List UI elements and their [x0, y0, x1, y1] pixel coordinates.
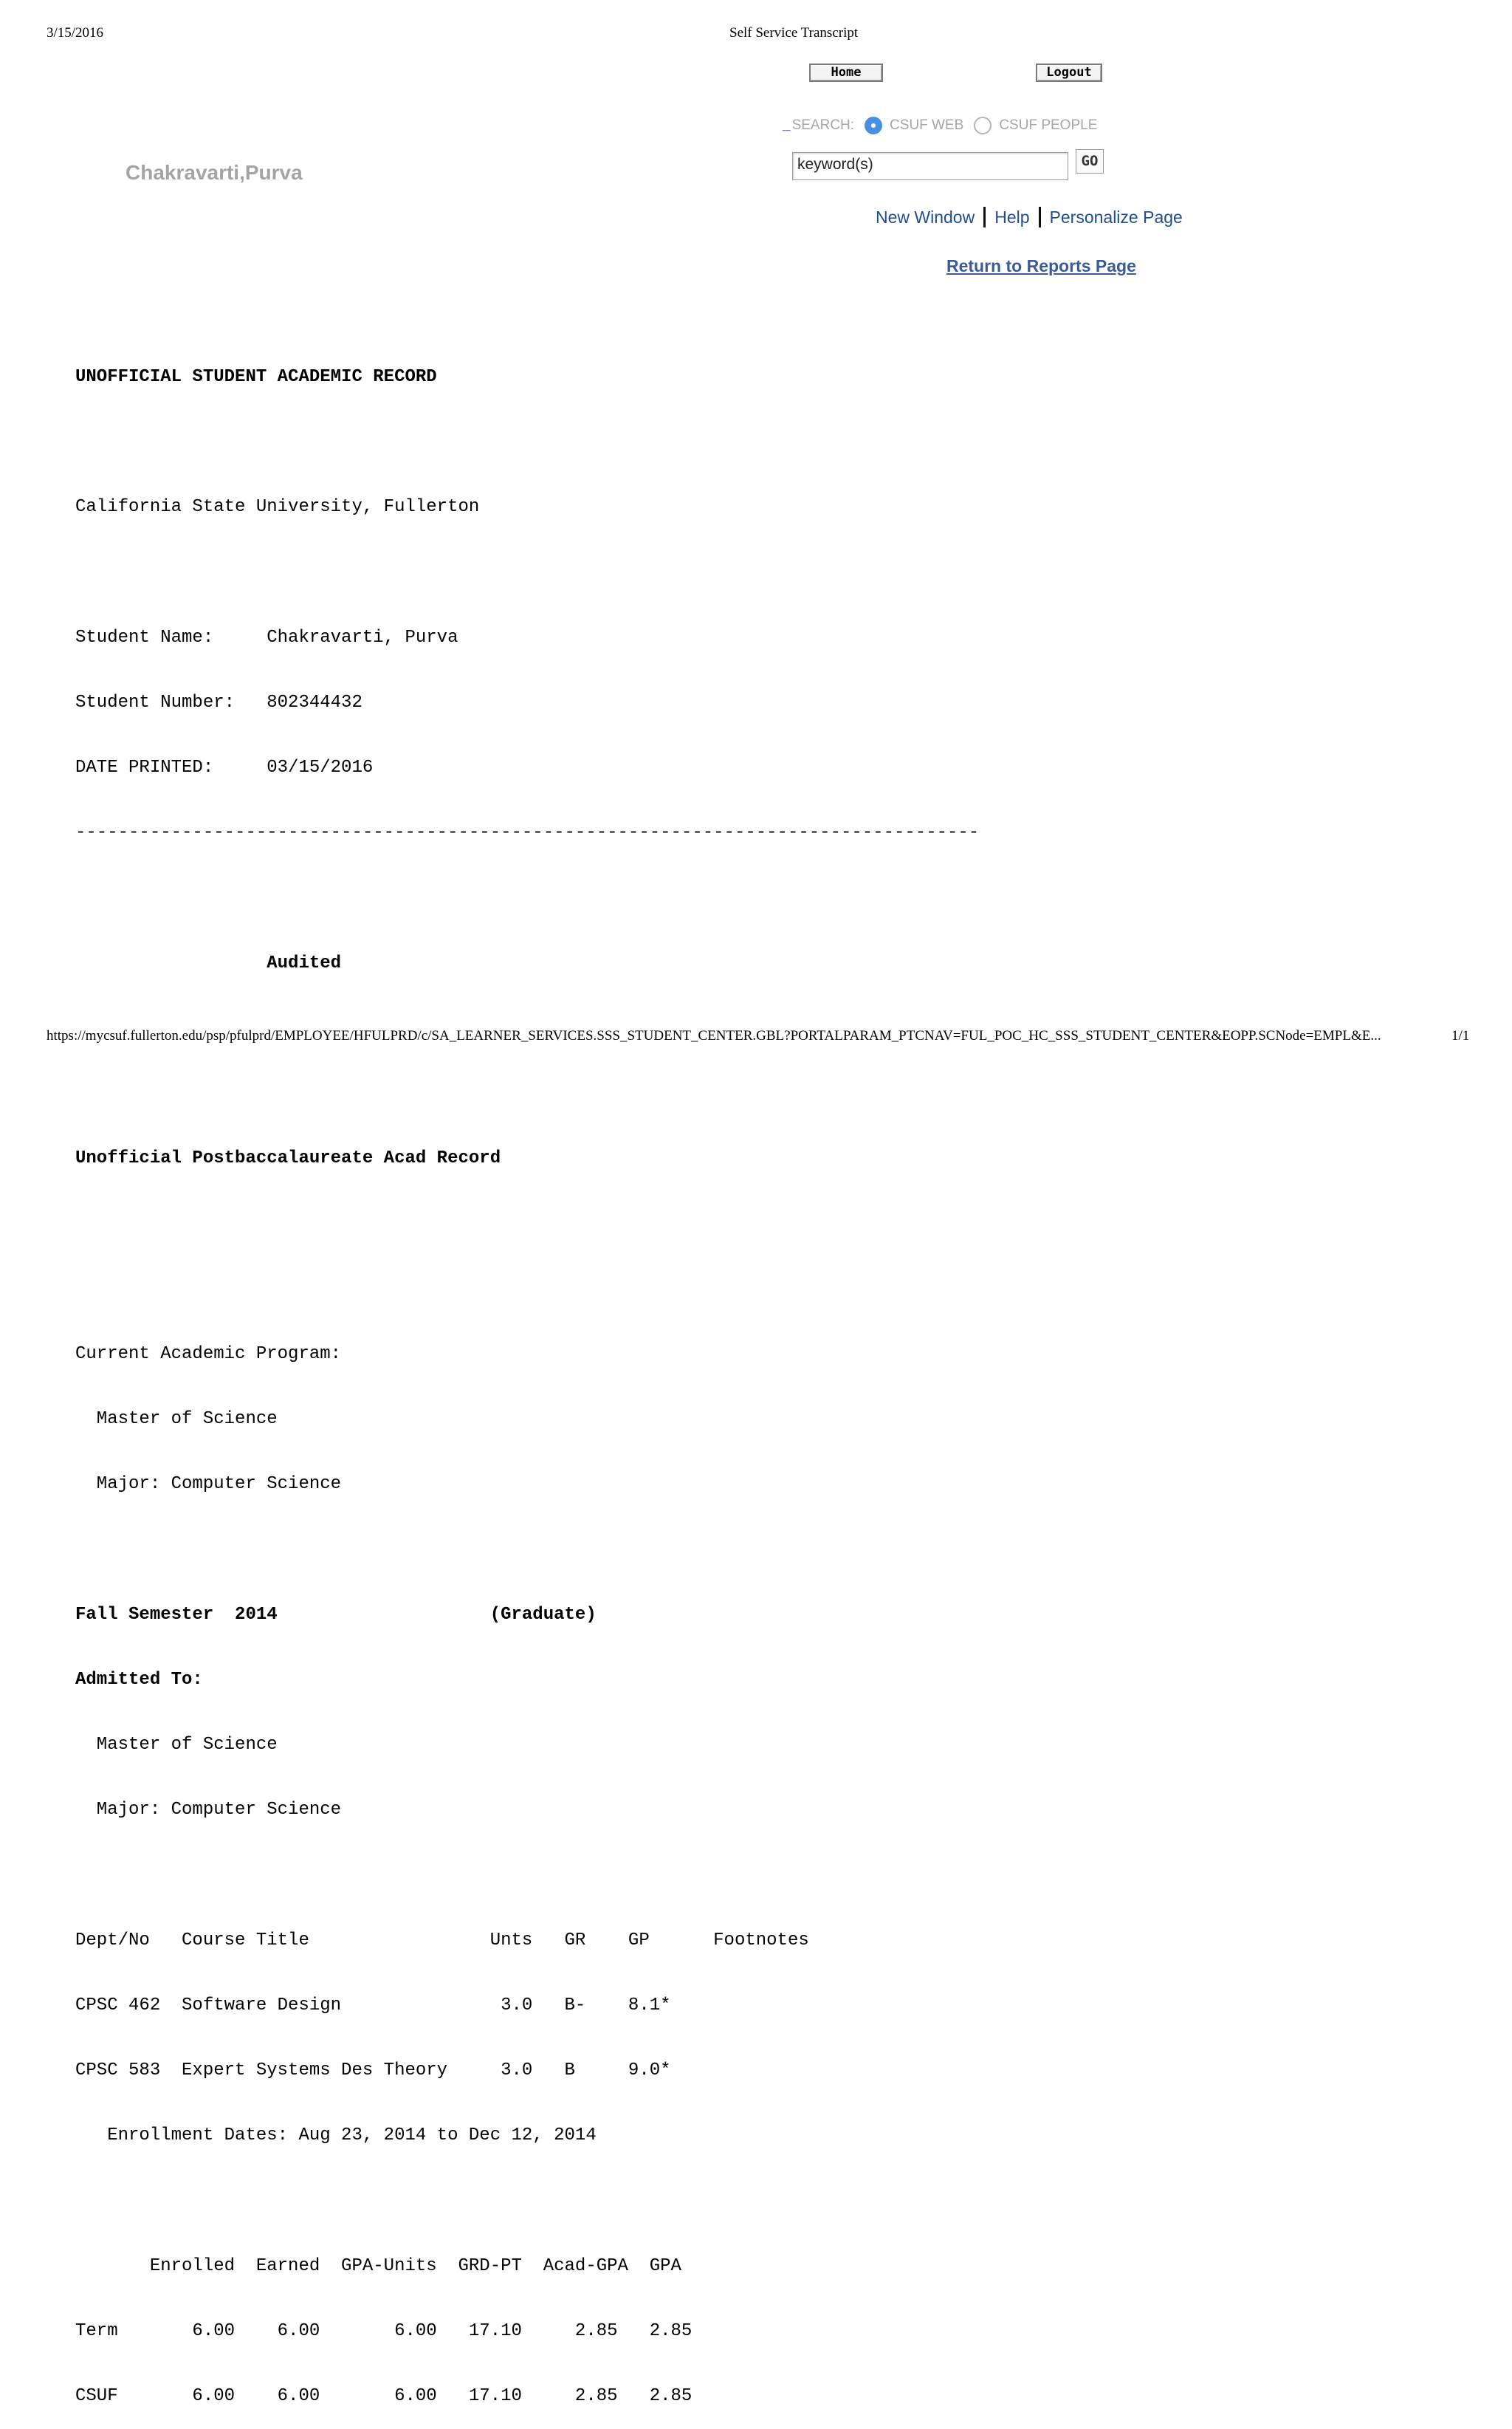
- academic-record: [75, 323, 979, 2429]
- link-separator: [983, 207, 986, 227]
- totals-row-csuf: CSUF 6.00 6.00 6.00 17.10 2.85 2.85: [75, 2386, 693, 2407]
- totals-row-term: Term 6.00 6.00 6.00 17.10 2.85 2.85: [75, 2320, 693, 2341]
- admitted-degree: Master of Science: [75, 1735, 278, 1755]
- radio-csuf-people-label[interactable]: CSUF PEOPLE: [999, 117, 1098, 133]
- audited-label: Audited: [75, 953, 342, 973]
- course-table-header: Dept/No Course Title Unts GR GP Footnotes: [75, 1930, 809, 1950]
- user-display-name: Chakravarti,Purva: [126, 161, 303, 184]
- logout-button[interactable]: Logout: [1036, 64, 1102, 82]
- program-degree: Master of Science: [75, 1409, 278, 1430]
- search-underscore: _: [783, 117, 791, 133]
- new-window-link[interactable]: New Window: [876, 207, 975, 227]
- totals-header: Enrolled Earned GPA-Units GRD-PT Acad-GPA GPA: [75, 2255, 681, 2276]
- course-row: CPSC 462 Software Design 3.0 B- 8.1*: [75, 1995, 671, 2015]
- institution-name: California State University, Fullerton: [75, 497, 480, 518]
- radio-csuf-web-label[interactable]: CSUF WEB: [890, 117, 964, 133]
- print-footer-page: 1/1: [1451, 1028, 1470, 1044]
- program-major: Major: Computer Science: [75, 1474, 342, 1495]
- student-name-line: Student Name: Chakravarti, Purva: [75, 627, 458, 648]
- print-title: Self Service Transcript: [729, 25, 859, 41]
- admitted-major: Major: Computer Science: [75, 1800, 342, 1820]
- search-label: SEARCH:: [791, 117, 855, 133]
- radio-csuf-web[interactable]: [865, 117, 882, 134]
- record-heading: UNOFFICIAL STUDENT ACADEMIC RECORD: [75, 366, 437, 387]
- home-button[interactable]: Home: [809, 64, 883, 82]
- go-button[interactable]: GO: [1076, 149, 1104, 174]
- radio-csuf-people[interactable]: [974, 117, 992, 134]
- return-to-reports-link[interactable]: Return to Reports Page: [946, 256, 1136, 275]
- term-line: Fall Semester 2014 (Graduate): [75, 1604, 597, 1625]
- print-footer-url: https://mycsuf.fullerton.edu/psp/pfulprd/EMPLOYEE/HFULPRD/c/SA_LEARNER_SERVICES.SSS_STUDENT_CENTER.GBL?PORTALPARAM_PTCNAV=FUL_POC_HC_SSS_STUDENT_CENTER&EOPP.SCNode=EMPL&E...: [47, 1028, 1381, 1044]
- admitted-label: Admitted To:: [75, 1669, 203, 1690]
- personalize-page-link[interactable]: Personalize Page: [1049, 207, 1183, 227]
- course-row: CPSC 583 Expert Systems Des Theory 3.0 B 9.0*: [75, 2060, 671, 2081]
- enrollment-dates: Enrollment Dates: Aug 23, 2014 to Dec 12, 2014: [75, 2125, 597, 2146]
- page-cutoff: [0, 1019, 1512, 1070]
- help-link[interactable]: Help: [994, 207, 1030, 227]
- search-input[interactable]: keyword(s): [792, 152, 1068, 180]
- portal-links: [876, 207, 1183, 227]
- program-label: Current Academic Program:: [75, 1343, 342, 1364]
- link-separator: [1039, 207, 1041, 227]
- print-date: 3/15/2016: [47, 25, 104, 41]
- record-subheading: Unofficial Postbaccalaureate Acad Record: [75, 1148, 501, 1169]
- record-divider: -------------------------------------------------------------------------------------: [75, 823, 980, 843]
- student-number-line: Student Number: 802344432: [75, 692, 362, 713]
- date-printed-line: DATE PRINTED: 03/15/2016: [75, 758, 374, 778]
- search-scope: [783, 112, 1097, 139]
